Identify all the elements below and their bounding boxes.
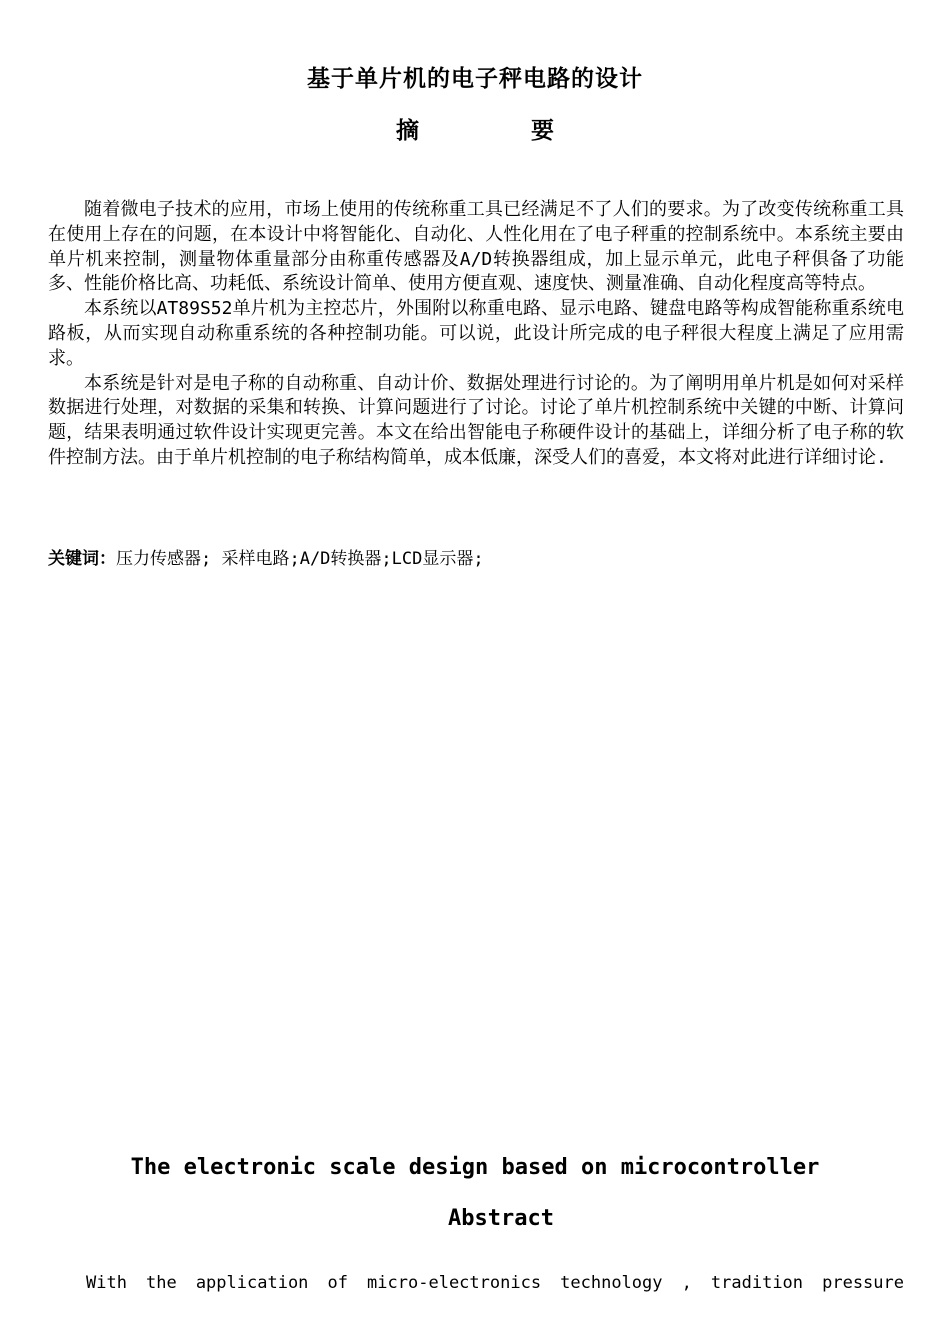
abstract-paragraph-2: 本系统以AT89S52单片机为主控芯片，外围附以称重电路、显示电路、键盘电路等构成智能称重系统电路板，从而实现自动称重系统的各种控制功能。可以说，此设计所完成的电子秤很大程度上满足了应用需求。: [48, 298, 904, 369]
chinese-abstract-body: [48, 198, 904, 471]
chinese-title: 基于单片机的电子秤电路的设计: [307, 65, 643, 92]
english-title: The electronic scale design based on microcontroller: [130, 1155, 820, 1180]
abstract-paragraph-3: 本系统是针对是电子称的自动称重、自动计价、数据处理进行讨论的。为了阐明用单片机是如何对采样数据进行处理，对数据的采集和转换、计算问题进行了讨论。讨论了单片机控制系统中关键的中断、计算问题，结果表明通过软件设计实现更完善。本文在给出智能电子称硬件设计的基础上，详细分析了电子称的软件控制方法。由于单片机控制的电子称结构简单，成本低廉，深受人们的喜爱，本文将对此进行详细讨论.: [48, 372, 904, 468]
keywords-text: 压力传感器; 采样电路;A/D转换器;LCD显示器;: [116, 549, 484, 569]
abstract-paragraph-1: 随着微电子技术的应用，市场上使用的传统称重工具已经满足不了人们的要求。为了改变传统称重工具在使用上存在的问题，在本设计中将智能化、自动化、人性化用在了电子秤重的控制系统中。本系统主要由单片机来控制，测量物体重量部分由称重传感器及A/D转换器组成，加上显示单元，此电子秤俱备了功能多、性能价格比高、功耗低、系统设计简单、使用方便直观、速度快、测量准确、自动化程度高等特点。: [48, 199, 904, 295]
chinese-abstract-heading: 摘 要: [395, 117, 606, 144]
keywords-line: [48, 546, 908, 572]
english-abstract-first-line: With the application of micro-electronics technology , tradition pressure: [86, 1273, 904, 1293]
keywords-label: 关键词：: [48, 549, 116, 569]
english-abstract-heading: Abstract: [448, 1206, 554, 1231]
